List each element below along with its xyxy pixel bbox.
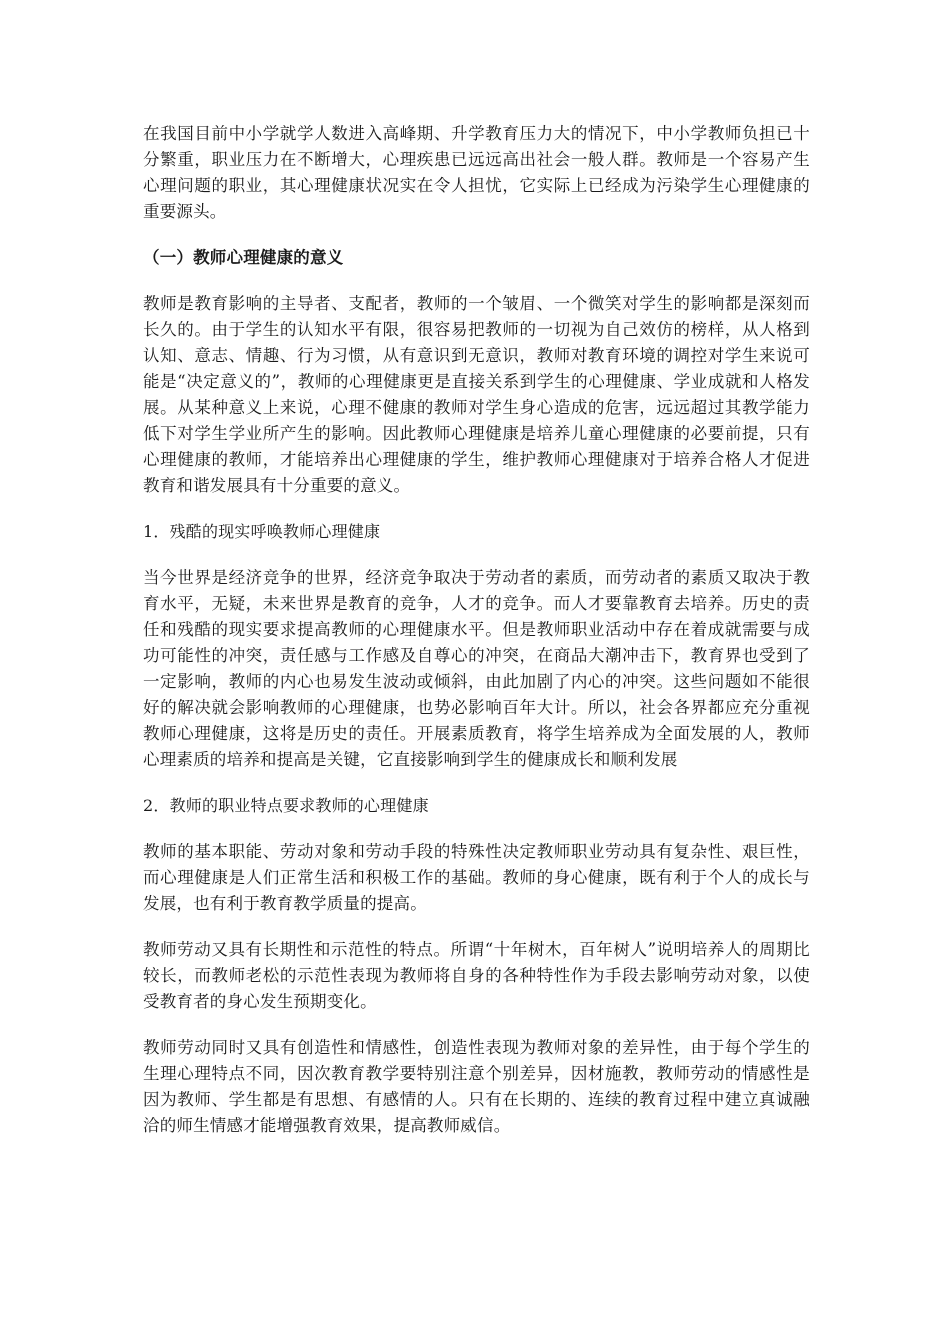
subsection-1-paragraph: 当今世界是经济竞争的世界，经济竞争取决于劳动者的素质，而劳动者的素质又取决于教育水平，无疑，未来世界是教育的竞争，人才的竞争。而人才要靠教育去培养。历史的责任和残酷的现实要求提高教师的心理健康水平。但是教师职业活动中存在着成就需要与成功可能性的冲突，责任感与工作感及自尊心的冲突，在商品大潮冲击下，教育界也受到了一定影响，教师的内心也易发生波动或倾斜，由此加剧了内心的冲突。这些问题如不能很好的解决就会影响教师的心理健康，也势必影响百年大计。所以，社会各界都应充分重视教师心理健康，这将是历史的责任。开展素质教育，将学生培养成为全面发展的人，教师心理素质的培养和提高是关键，它直接影响到学生的健康成长和顺利发展 (143, 568, 810, 769)
section-paragraph: 教师是教育影响的主导者、支配者，教师的一个皱眉、一个微笑对学生的影响都是深刻而长久的。由于学生的认知水平有限，很容易把教师的一切视为自己效仿的榜样，从人格到认知、意志、情趣、行为习惯，从有意识到无意识，教师对教育环境的调控对学生来说可能是“决定意义的”，教师的心理健康更是直接关系到学生的心理健康、学业成就和人格发展。从某种意义上来说，心理不健康的教师对学生身心造成的危害，远远超过其教学能力低下对学生学业所产生的影响。因此教师心理健康是培养儿童心理健康的必要前提，只有心理健康的教师，才能培养出心理健康的学生，维护教师心理健康对于培养合格人才促进教育和谐发展具有十分重要的意义。 (143, 294, 810, 495)
intro-paragraph: 在我国目前中小学就学人数进入高峰期、升学教育压力大的情况下，中小学教师负担已十分繁重，职业压力在不断增大，心理疾患已远远高出社会一般人群。教师是一个容易产生心理问题的职业，其心理健康状况实在令人担忧，它实际上已经成为污染学生心理健康的重要源头。 (143, 124, 810, 221)
subsection-2-heading: 2．教师的职业特点要求教师的心理健康 (143, 796, 429, 815)
subsection-2-paragraph-2: 教师劳动又具有长期性和示范性的特点。所谓“十年树木，百年树人”说明培养人的周期比较长，而教师老松的示范性表现为教师将自身的各种特性作为手段去影响劳动对象，以使受教育者的身心发生预期变化。 (143, 940, 810, 1011)
section-heading: （一）教师心理健康的意义 (143, 248, 344, 267)
subsection-2-paragraph-3: 教师劳动同时又具有创造性和情感性，创造性表现为教师对象的差异性，由于每个学生的生理心理特点不同，因次教育教学要特别注意个别差异，因材施教，教师劳动的情感性是因为教师、学生都是有思想、有感情的人。只有在长期的、连续的教育过程中建立真诚融洽的师生情感才能增强教育效果，提高教师威信。 (143, 1038, 810, 1135)
document-page (143, 121, 810, 1159)
subsection-2-paragraph-1: 教师的基本职能、劳动对象和劳动手段的特殊性决定教师职业劳动具有复杂性、艰巨性，而心理健康是人们正常生活和积极工作的基础。教师的身心健康，既有利于个人的成长与发展，也有利于教育教学质量的提高。 (143, 842, 810, 913)
subsection-1-heading: 1．残酷的现实呼唤教师心理健康 (143, 522, 381, 541)
